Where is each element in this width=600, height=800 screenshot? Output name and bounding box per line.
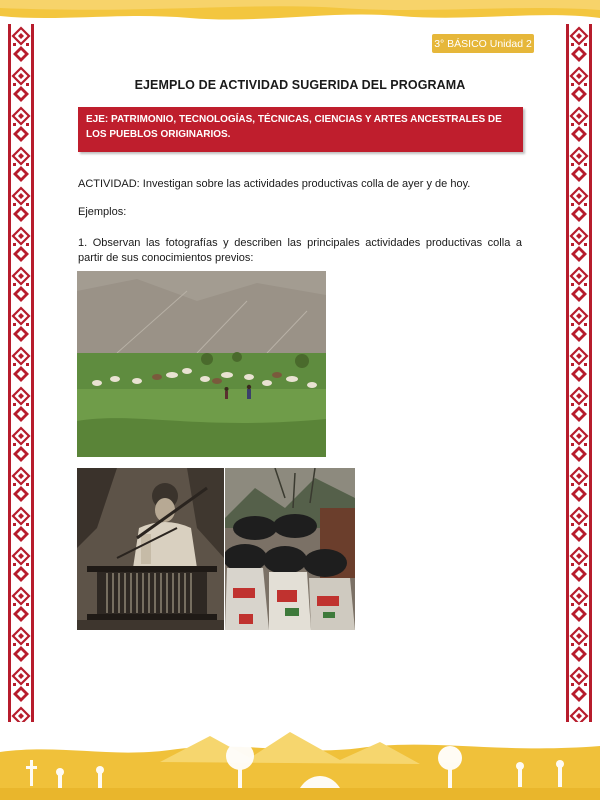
charcoal-bags-photo [225, 468, 355, 630]
right-decorative-border [566, 24, 592, 722]
grade-unit-badge: 3° BÁSICO Unidad 2 [432, 34, 534, 53]
page-title: EJEMPLO DE ACTIVIDAD SUGERIDA DEL PROGRAMA [134, 78, 466, 92]
footer-landscape-band [0, 722, 600, 800]
actividad-text: ACTIVIDAD: Investigan sobre las actividades productivas colla de ayer y de hoy. [78, 178, 471, 190]
header-wave-band [0, 0, 600, 26]
eje-banner: EJE: PATRIMONIO, TECNOLOGÍAS, TÉCNICAS, CIENCIAS Y ARTES ANCESTRALES DE LOS PUEBLOS ORIGINARIOS. [78, 107, 523, 152]
left-decorative-border [8, 24, 34, 722]
miner-photo [77, 468, 224, 630]
herding-photo [77, 271, 326, 457]
item-1-text: 1. Observan las fotografías y describen las principales actividades productivas colla a partir de sus conocimientos previos: [78, 237, 522, 264]
ejemplos-label: Ejemplos: [78, 206, 127, 218]
